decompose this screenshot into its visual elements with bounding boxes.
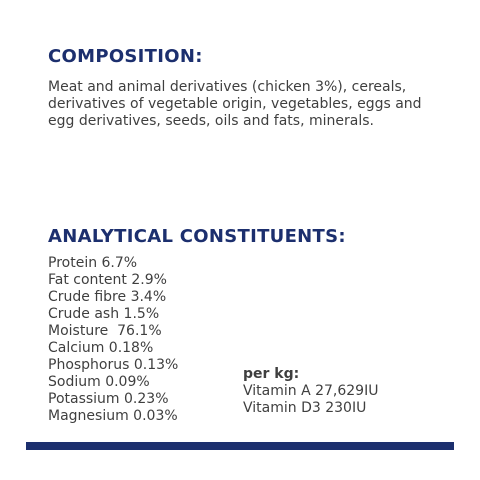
vitamin-a-value: Vitamin A 27,629IU: [243, 383, 379, 399]
composition-heading: COMPOSITION:: [48, 46, 203, 67]
constituent-item: Magnesium 0.03%: [48, 408, 178, 424]
vitamin-d3-value: Vitamin D3 230IU: [243, 400, 367, 416]
constituent-item: Crude ash 1.5%: [48, 306, 160, 322]
constituent-item: Moisture 76.1%: [48, 323, 162, 339]
constituents-list: [48, 255, 238, 425]
constituent-item: Sodium 0.09%: [48, 374, 150, 390]
constituent-item: Phosphorus 0.13%: [48, 357, 179, 373]
constituent-item: Crude fibre 3.4%: [48, 289, 167, 305]
analytical-constituents-heading: ANALYTICAL CONSTITUENTS:: [48, 226, 346, 247]
per-kg-label: per kg:: [243, 366, 300, 382]
constituent-item: Fat content 2.9%: [48, 272, 167, 288]
per-kg-block: [243, 366, 443, 417]
composition-text: Meat and animal derivatives (chicken 3%), cereals, derivatives of vegetable origin, vegetables, eggs and egg derivatives, seeds, oils and fats, minerals.: [48, 79, 422, 129]
constituent-item: Potassium 0.23%: [48, 391, 169, 407]
constituent-item: Protein 6.7%: [48, 255, 138, 271]
bottom-divider-bar: [26, 442, 454, 450]
constituent-item: Calcium 0.18%: [48, 340, 154, 356]
